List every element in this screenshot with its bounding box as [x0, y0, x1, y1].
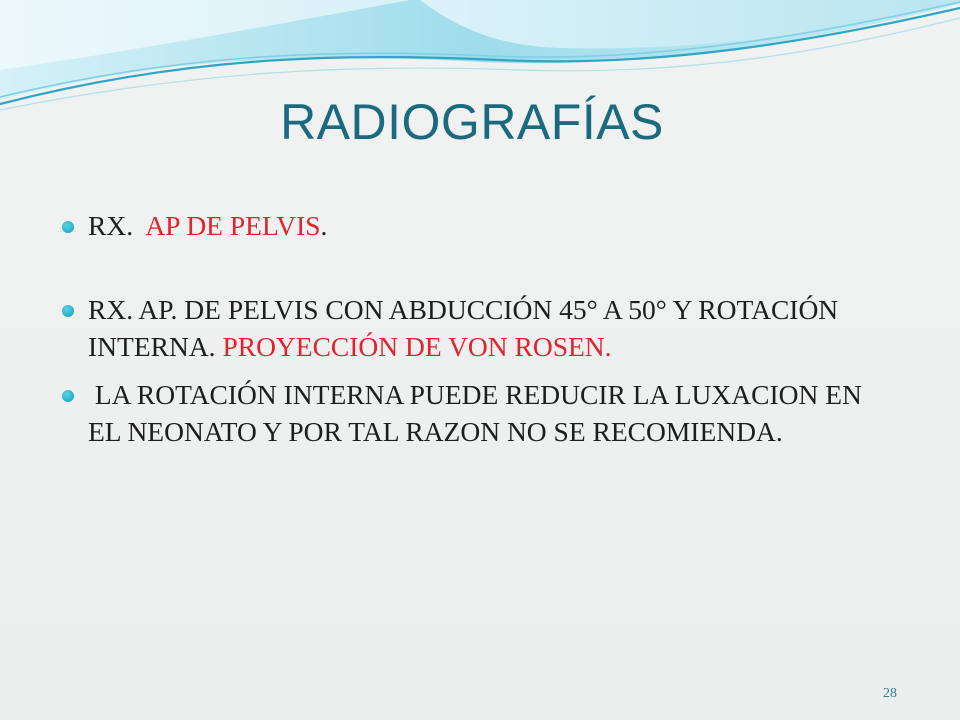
page-number: 28: [883, 686, 897, 701]
bullet-dot-icon: [62, 390, 74, 402]
bullet-item: [60, 291, 880, 365]
bullet-text: RX.: [88, 210, 146, 241]
bullet-highlight: PROYECCIÓN DE VON ROSEN.: [222, 331, 612, 362]
slide-title: RADIOGRAFÍAS: [280, 94, 664, 150]
bullet-text-suffix: .: [320, 210, 328, 241]
bullet-item: [60, 376, 880, 450]
bullet-highlight: AP DE PELVIS: [145, 210, 321, 241]
bullet-dot-icon: [62, 221, 74, 233]
bullet-text: RX. AP. DE PELVIS CON ABDUCCIÓN 45° A 50° Y ROTACIÓN INTERNA.: [88, 294, 839, 362]
bullet-text: LA ROTACIÓN INTERNA PUEDE REDUCIR LA LUXACION EN EL NEONATO Y POR TAL RAZON NO SE RECOMIENDA.: [88, 379, 869, 447]
bullet-dot-icon: [62, 305, 74, 317]
bullet-list: [60, 207, 880, 450]
bullet-item: [60, 207, 880, 244]
